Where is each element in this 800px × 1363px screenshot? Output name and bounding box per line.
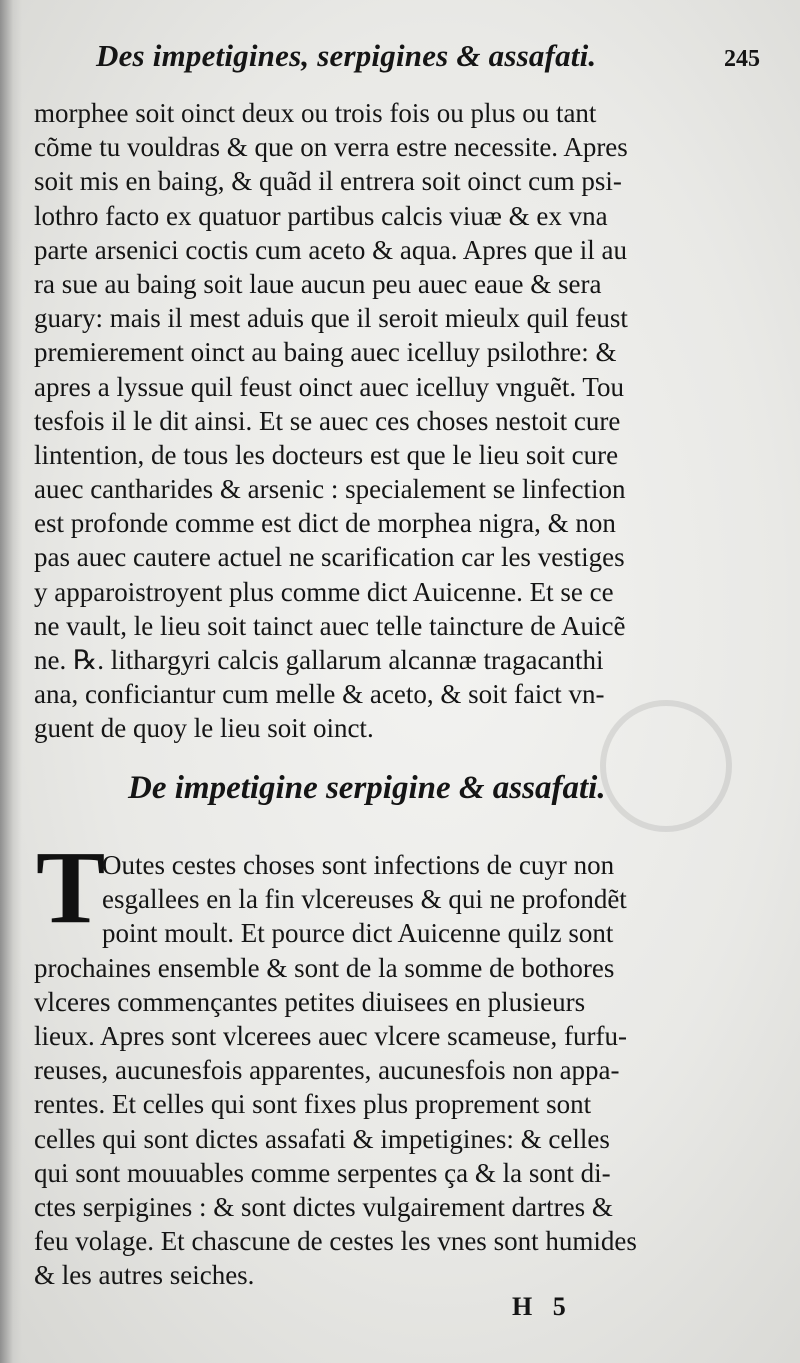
- text-line: ra sue au baing soit laue aucun peu auec eaue & sera: [34, 268, 602, 299]
- text-line: premierement oinct au baing auec icelluy psilothre: &: [34, 337, 617, 368]
- text-line: tesfois il le dit ainsi. Et se auec ces choses nestoit cure: [34, 405, 621, 436]
- text-line: apres a lyssue quil feust oinct auec icelluy vnguẽt. Tou: [34, 371, 624, 402]
- page-number: 245: [724, 46, 760, 72]
- text-line: lieux. Apres sont vlcerees auec vlcere scameuse, furfu-: [34, 1020, 627, 1051]
- text-line: feu volage. Et chascune de cestes les vnes sont humides: [34, 1226, 637, 1257]
- text-line: soit mis en baing, & quãd il entrera soit oinct cum psi-: [34, 166, 622, 197]
- text-line: vlceres commençantes petites diuisees en plusieurs: [34, 986, 586, 1017]
- text-line: guent de quoy le lieu soit oinct.: [34, 713, 374, 744]
- text-line: est profonde comme est dict de morphea nigra, & non: [34, 508, 616, 539]
- text-line: point moult. Et pource dict Auicenne quilz sont: [102, 918, 614, 949]
- text-line: pas auec cautere actuel ne scarification car les vestiges: [34, 542, 625, 573]
- text-line: auec cantharides & arsenic : specialement se linfection: [34, 474, 626, 505]
- text-line: guary: mais il mest aduis que il seroit mieulx quil feust: [34, 303, 628, 334]
- paragraph-2: [34, 848, 724, 1292]
- text-line: lothro facto ex quatuor partibus calcis viuæ & ex vna: [34, 200, 608, 231]
- running-head: [96, 38, 760, 86]
- section-heading: De impetigine serpigine & assafati.: [128, 770, 606, 806]
- text-line: reuses, aucunesfois apparentes, aucunesfois non appa-: [34, 1055, 620, 1086]
- text-line: prochaines ensemble & sont de la somme de bothores: [34, 952, 615, 983]
- text-line: y apparoistroyent plus comme dict Auicenne. Et se ce: [34, 576, 614, 607]
- text-line: morphee soit oinct deux ou trois fois ou plus ou tant: [34, 98, 597, 128]
- text-line: celles qui sont dictes assafati & impetigines: & celles: [34, 1123, 610, 1154]
- text-line: & les autres seiches.: [34, 1260, 255, 1291]
- text-line: parte arsenici coctis cum aceto & aqua. Apres que il au: [34, 234, 628, 265]
- text-line: lintention, de tous les docteurs est que le lieu soit cure: [34, 439, 619, 470]
- text-line: ne vault, le lieu soit tainct auec telle taincture de Auicẽ: [34, 610, 626, 641]
- text-line: Outes cestes choses sont infections de cuyr non: [102, 850, 615, 880]
- paragraph-1: [34, 96, 724, 746]
- running-title: Des impetigines, serpigines & assafati.: [96, 38, 597, 73]
- text-line: ne. ℞. lithargyri calcis gallarum alcannæ tragacanthi: [34, 645, 604, 675]
- text-line: esgallees en la fin vlcereuses & qui ne profondẽt: [102, 884, 627, 915]
- page-gutter-shadow: [0, 0, 22, 1363]
- text-line: qui sont mouuables comme serpentes ça & la sont di-: [34, 1157, 611, 1188]
- text-line: ana, conficiantur cum melle & aceto, & soit faict vn-: [34, 679, 605, 710]
- text-line: cõme tu vouldras & que on verra estre necessite. Apres: [34, 132, 628, 163]
- signature-mark: H 5: [512, 1292, 566, 1321]
- text-line: ctes serpigines : & sont dictes vulgairement dartres &: [34, 1191, 613, 1222]
- drop-cap: T: [36, 830, 106, 945]
- text-line: rentes. Et celles qui sont fixes plus proprement sont: [34, 1089, 592, 1120]
